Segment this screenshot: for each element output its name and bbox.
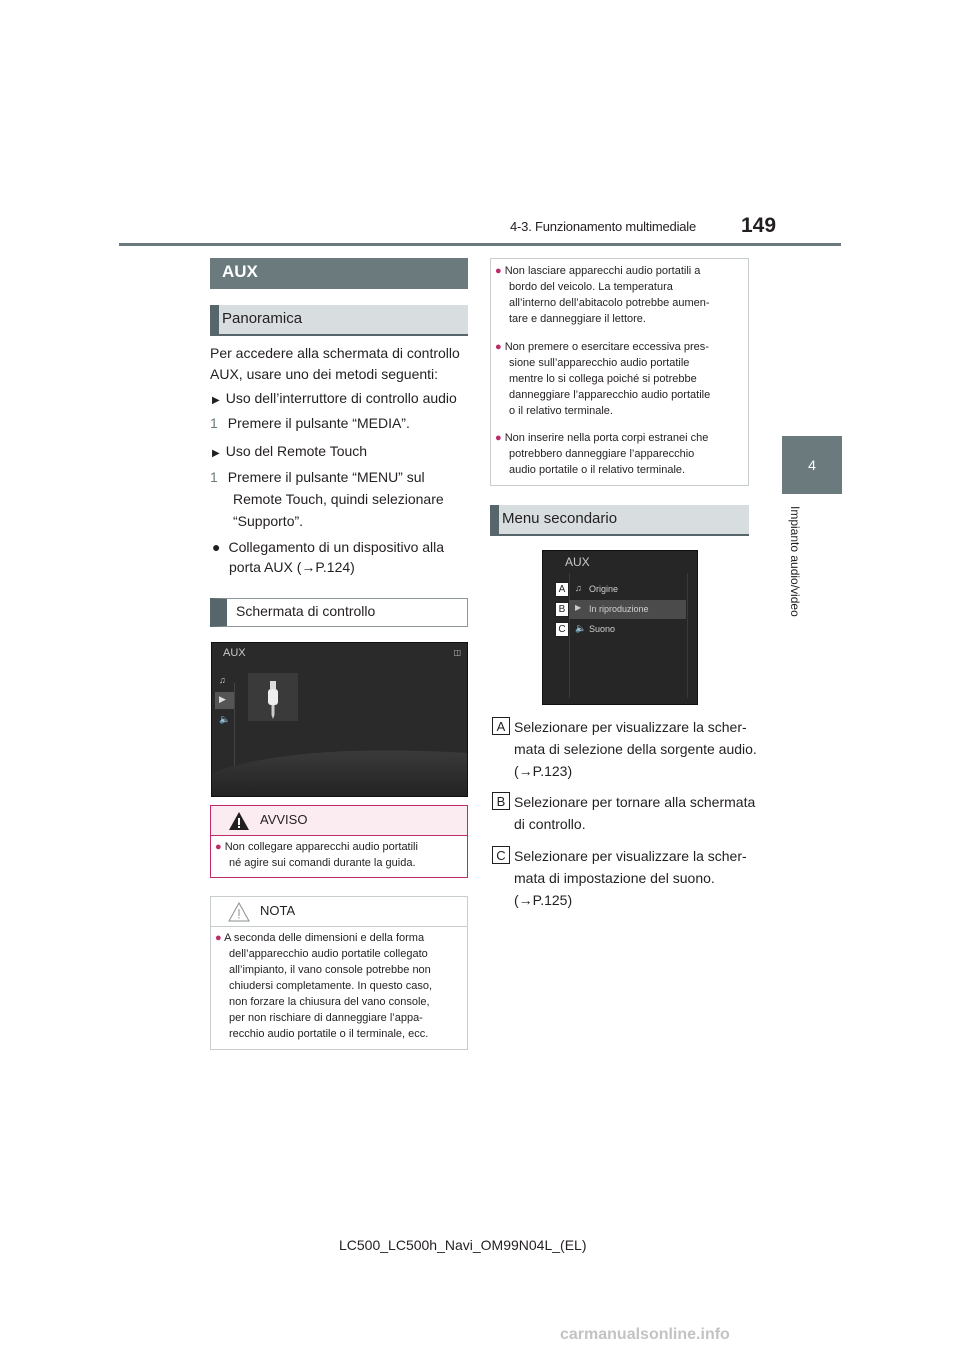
screen-background-wave [212,733,468,797]
dot-bullet-icon: ● [495,265,502,277]
callout-letter-c: C [492,846,510,864]
warning-box [210,805,468,878]
label-box-a: A [555,582,569,597]
header-rule [119,243,841,246]
note-line: per non rischiare di danneggiare l’appa- [229,1012,423,1024]
control-screen-heading: Schermata di controllo [210,598,468,627]
warning-item-3 [495,430,708,478]
warn3-line: potrebbero danneggiare l’apparecchio [509,448,695,460]
warning-header [211,806,467,836]
screen2-panel [569,573,688,698]
warning-line2: né agire sui comandi durante la guida. [229,857,416,869]
chapter-number: 4 [808,457,816,473]
warn1-line: all’interno dell’abitacolo potrebbe aumen- [509,297,710,309]
label-box-b: B [555,602,569,617]
warn2-line: o il relativo terminale. [509,405,613,417]
step1 [210,413,410,434]
connect-line1: Collegamento di un dispositivo alla [228,539,445,555]
speaker-icon: 🔈 [575,623,587,633]
play-icon: ▶ [219,694,226,704]
note-line: chiudersi completamente. In questo caso, [229,980,433,992]
warn2-line: sione sull’apparecchio audio portatile [509,357,690,369]
connect-item [212,537,444,577]
warn1-line: bordo del veicolo. La temperatura [509,281,673,293]
dot-bullet-icon: ● [215,841,222,853]
note-title: NOTA [260,903,296,918]
callout-a-line3: (→P.123) [514,763,573,779]
method2-item [212,441,367,464]
menu-item-text: Suono [589,624,616,634]
chapter-label-text: Impianto audio/video [788,506,802,617]
warning-line1: Non collegare apparecchi audio portatili [224,841,418,853]
callout-c-line2: mata di impostazione del suono. [514,870,715,886]
step1-text: Premere il pulsante “MEDIA”. [227,415,410,431]
manual-code-footer: LC500_LC500h_Navi_OM99N04L_(EL) [339,1237,587,1253]
play-icon: ▶ [575,603,582,612]
dot-bullet-icon: ● [495,432,502,444]
callout-b-line2: di controllo. [514,816,586,832]
section-title: 4-3. Funzionamento multimediale [510,219,697,234]
connect-line2: porta AUX (→P.124) [229,559,355,575]
warning-item-2 [495,339,710,419]
warn3-line: Non inserire nella porta corpi estranei che [504,432,709,444]
callout-b-text [514,791,755,835]
aux-plug-icon [248,673,298,721]
intro-text: Per accedere alla schermata di controllo AUX, usare uno dei metodi seguenti: [210,345,460,382]
label-box-c: C [555,622,569,637]
source-icon: ♫ [219,675,226,685]
chapter-tab [782,436,842,494]
menu-secondario-heading: Menu secondario [490,505,749,536]
method1-text: Uso dell’interruttore di controllo audio [225,390,457,406]
dot-bullet-icon: ● [212,539,221,555]
source-icon: ♫ [575,583,582,593]
warning-continued-box [490,258,749,486]
aux-jack-tile [248,673,298,721]
warn2-line: danneggiare l’apparecchio audio portatile [509,389,711,401]
callout-letter-a: A [492,717,510,735]
step2-line1: Premere il pulsante “MENU” sul [227,469,425,485]
callout-a-line1: Selezionare per visualizzare la scher- [514,719,747,735]
note-line: recchio audio portatile o il terminale, ecc. [229,1028,429,1040]
triangle-bullet-icon: ▶ [212,395,220,406]
status-icon: ◫ [453,648,461,657]
aux-control-screen [211,642,468,797]
callout-c-text [514,845,747,911]
menu-item-text: Origine [589,584,619,594]
warn2-line: Non premere o esercitare eccessiva pres- [504,341,709,353]
page-number: 149 [741,214,777,237]
note-line: all’impianto, il vano console potrebbe non [229,964,431,976]
step2-line2: Remote Touch, quindi selezionare [233,491,444,507]
callout-b-line1: Selezionare per tornare alla schermata [514,794,756,810]
warning-item-1 [495,263,710,327]
callout-a-text [514,716,757,782]
callout-c-line1: Selezionare per visualizzare la scher- [514,848,747,864]
warn1-line: Non lasciare apparecchi audio portatili a [504,265,701,277]
chapter-label [756,506,836,626]
note-line: dell’apparecchio audio portatile collegato [229,948,428,960]
screen1-title: AUX [223,647,246,659]
watermark: carmanualsonline.info [560,1326,730,1343]
aux-heading: AUX [210,258,468,289]
callout-a-line2: mata di selezione della sorgente audio. [514,741,757,757]
sub-menu-screen [542,550,698,705]
step1-number: 1 [210,415,218,431]
warning-icon [228,811,250,831]
note-line: non forzare la chiusura del vano console, [229,996,430,1008]
screen2-title: AUX [565,555,590,569]
step2-number: 1 [210,469,218,485]
note-item [215,930,432,1042]
warn2-line: mentre lo si collega poiché si potrebbe [509,373,697,385]
method2-text: Uso del Remote Touch [225,443,368,459]
triangle-bullet-icon: ▶ [212,448,220,459]
note-box [210,896,468,1050]
step2 [210,466,444,532]
step2-line3: “Supporto”. [233,513,304,529]
panoramica-heading: Panoramica [210,305,468,336]
warn3-line: audio portatile o il relativo terminale. [509,464,686,476]
callout-c-line3: (→P.125) [514,892,573,908]
note-line: A seconda delle dimensioni e della forma [224,932,425,944]
callout-letter-b: B [492,792,510,810]
dot-bullet-icon: ● [495,341,502,353]
menu-item-text: In riproduzione [589,604,649,614]
speaker-icon: 🔈 [219,714,231,724]
warning-title: AVVISO [260,812,308,827]
warning-item [215,839,418,871]
method1-item [212,388,457,411]
notice-icon [228,902,250,922]
warn1-line: tare e danneggiare il lettore. [509,313,646,325]
note-header [211,897,467,927]
dot-bullet-icon: ● [215,932,222,944]
